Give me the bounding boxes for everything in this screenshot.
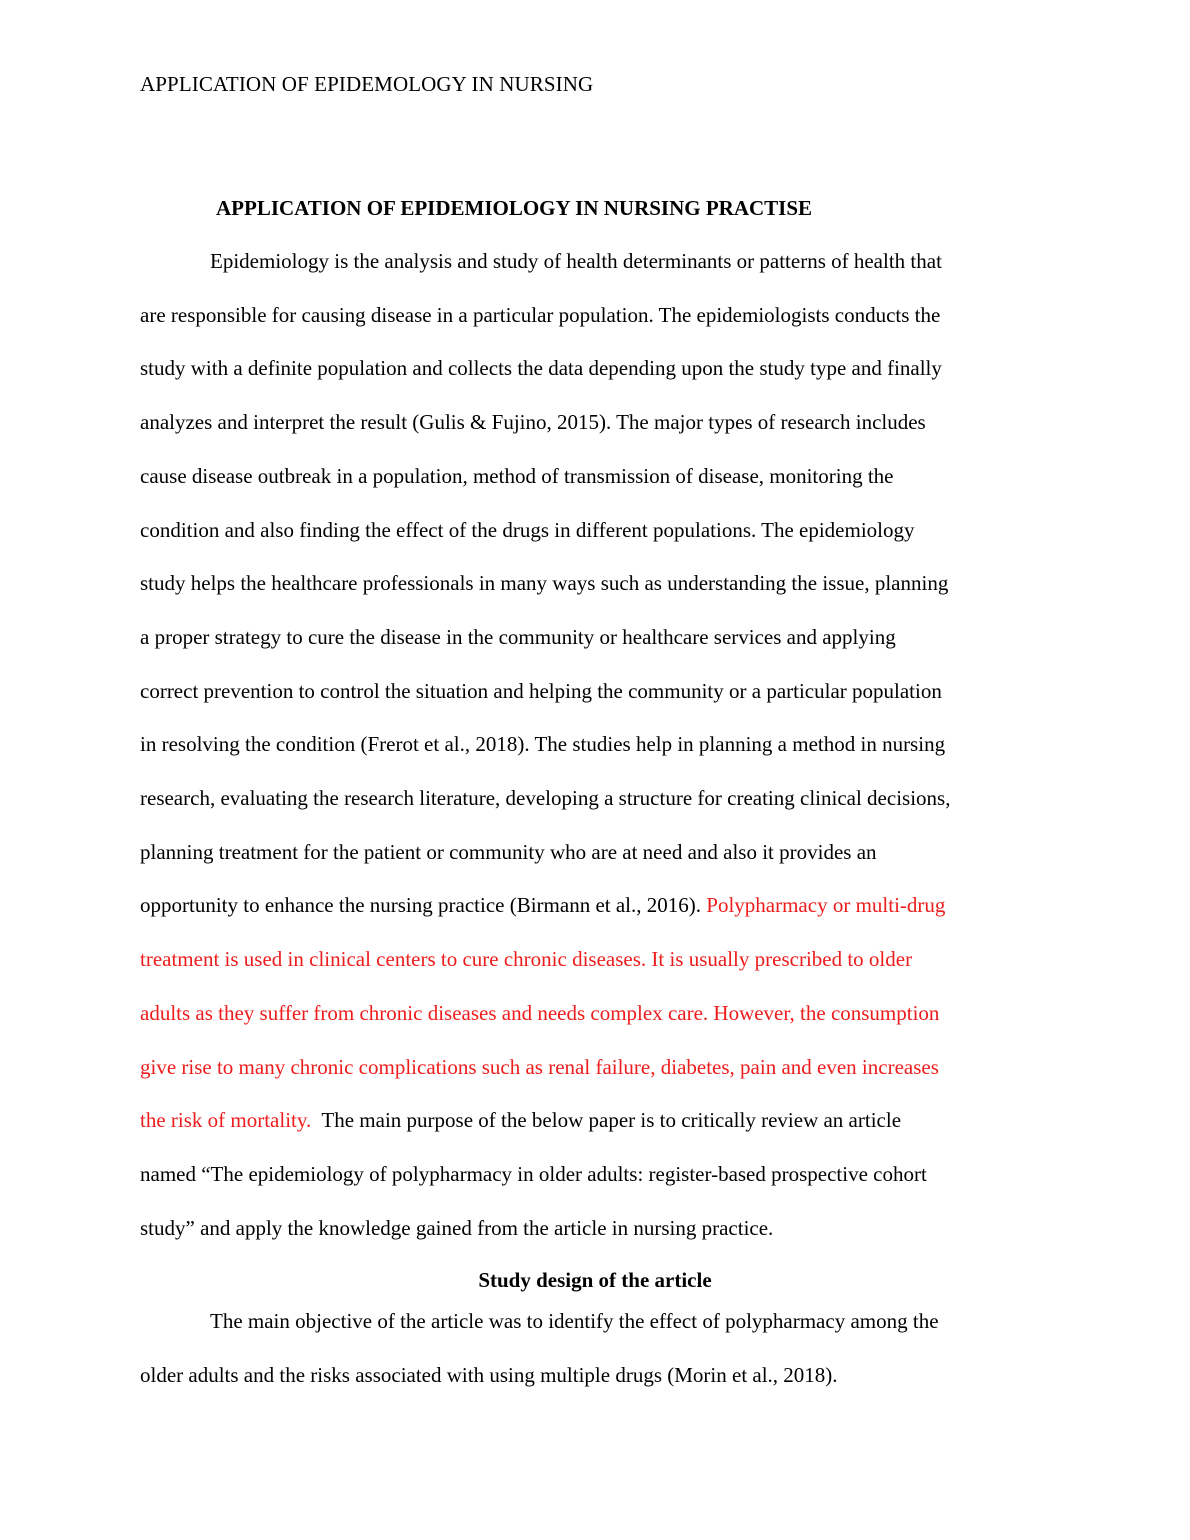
highlighted-line: treatment is used in clinical centers to cure chronic diseases. It is usually prescribed to older: [140, 947, 913, 972]
paragraph-line: research, evaluating the research literature, developing a structure for creating clinical decisions,: [140, 786, 951, 811]
paragraph-text: The main purpose of the below paper is to critically review an article: [311, 1108, 902, 1133]
document-title: APPLICATION OF EPIDEMIOLOGY IN NURSING PRACTISE: [216, 196, 813, 220]
paragraph-text: opportunity to enhance the nursing practice (Birmann et al., 2016).: [140, 893, 707, 918]
paragraph-line: cause disease outbreak in a population, method of transmission of disease, monitoring the: [140, 463, 894, 488]
running-head: APPLICATION OF EPIDEMOLOGY IN NURSING: [140, 72, 594, 96]
highlighted-line: adults as they suffer from chronic diseases and needs complex care. However, the consumption: [140, 1000, 940, 1025]
section-heading: Study design of the article: [478, 1268, 712, 1292]
paragraph-line: study with a definite population and collects the data depending upon the study type and finally: [140, 356, 942, 381]
paragraph-line-mixed: [140, 879, 1052, 933]
highlighted-text: Polypharmacy or multi-drug: [706, 893, 946, 918]
paragraph-line: The main objective of the article was to identify the effect of polypharmacy among the: [210, 1309, 939, 1333]
paragraph-line: are responsible for causing disease in a particular population. The epidemiologists conducts the: [140, 302, 941, 327]
highlighted-text: the risk of mortality.: [140, 1108, 312, 1133]
paragraph-line: study” and apply the knowledge gained from the article in nursing practice.: [140, 1215, 774, 1240]
paragraph-line: Epidemiology is the analysis and study of health determinants or patterns of health that: [210, 249, 942, 273]
paragraph-line: analyzes and interpret the result (Gulis & Fujino, 2015). The major types of research includes: [140, 410, 926, 435]
paragraph-line: a proper strategy to cure the disease in the community or healthcare services and applying: [140, 624, 896, 649]
paragraph-line: older adults and the risks associated with using multiple drugs (Morin et al., 2018).: [140, 1362, 838, 1387]
paragraph-line: correct prevention to control the situation and helping the community or a particular population: [140, 678, 942, 703]
highlighted-line: give rise to many chronic complications such as renal failure, diabetes, pain and even increases: [140, 1054, 939, 1079]
paragraph-line: study helps the healthcare professionals in many ways such as understanding the issue, planning: [140, 571, 949, 596]
paragraph-study-design: [140, 1295, 1052, 1402]
paragraph-line: in resolving the condition (Frerot et al., 2018). The studies help in planning a method in nursing: [140, 732, 946, 757]
paragraph-line: planning treatment for the patient or community who are at need and also it provides an: [140, 839, 877, 864]
paragraph-line-mixed: [140, 1094, 1052, 1148]
paragraph-introduction: [140, 235, 1052, 1255]
paragraph-line: condition and also finding the effect of the drugs in different populations. The epidemiology: [140, 517, 915, 542]
paragraph-line: named “The epidemiology of polypharmacy in older adults: register-based prospective cohort: [140, 1161, 927, 1186]
